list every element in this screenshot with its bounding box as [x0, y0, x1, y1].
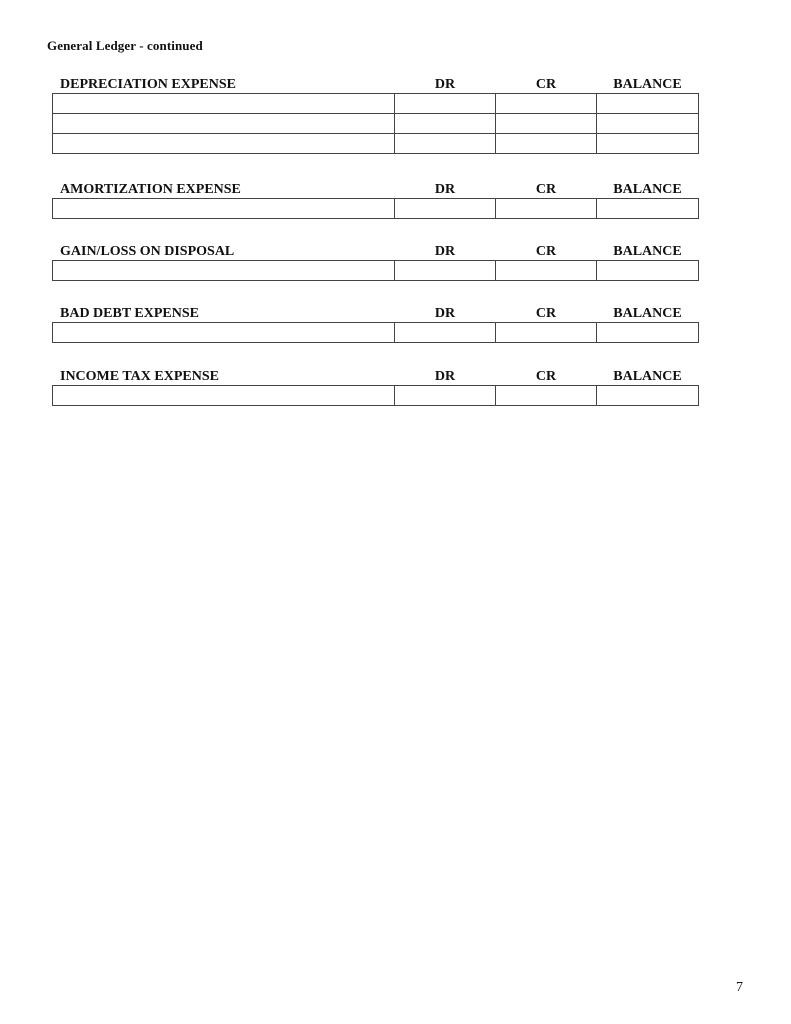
cr-cell[interactable]	[496, 323, 597, 343]
description-cell[interactable]	[53, 199, 395, 219]
balance-cell[interactable]	[597, 199, 699, 219]
ledger-row	[53, 261, 699, 281]
balance-column-header: BALANCE	[613, 369, 682, 384]
dr-cell[interactable]	[395, 94, 496, 114]
description-cell[interactable]	[53, 261, 395, 281]
balance-cell[interactable]	[597, 261, 699, 281]
ledger-header	[52, 76, 698, 93]
account-name: DEPRECIATION EXPENSE	[60, 77, 236, 92]
ledger-row	[53, 114, 699, 134]
ledger-table	[52, 198, 699, 219]
cr-cell[interactable]	[496, 261, 597, 281]
balance-column-header: BALANCE	[613, 244, 682, 259]
description-cell[interactable]	[53, 386, 395, 406]
description-cell[interactable]	[53, 94, 395, 114]
cr-cell[interactable]	[496, 134, 597, 154]
description-cell[interactable]	[53, 134, 395, 154]
cr-column-header: CR	[535, 306, 557, 321]
dr-column-header: DR	[434, 77, 456, 92]
page-number: 7	[736, 980, 743, 995]
ledger-amortization-expense	[52, 181, 698, 219]
ledger-bad-debt-expense	[52, 305, 698, 343]
page-title: General Ledger - continued	[47, 38, 203, 53]
ledger-table	[52, 93, 699, 154]
ledger-header	[52, 181, 698, 198]
ledger-row	[53, 323, 699, 343]
balance-cell[interactable]	[597, 94, 699, 114]
account-name: INCOME TAX EXPENSE	[60, 369, 219, 384]
dr-cell[interactable]	[395, 199, 496, 219]
ledger-table	[52, 322, 699, 343]
cr-cell[interactable]	[496, 386, 597, 406]
ledger-table	[52, 385, 699, 406]
dr-column-header: DR	[434, 244, 456, 259]
ledger-header	[52, 368, 698, 385]
balance-cell[interactable]	[597, 114, 699, 134]
dr-column-header: DR	[434, 369, 456, 384]
account-name: GAIN/LOSS ON DISPOSAL	[60, 244, 235, 259]
dr-cell[interactable]	[395, 261, 496, 281]
description-cell[interactable]	[53, 114, 395, 134]
cr-cell[interactable]	[496, 114, 597, 134]
ledger-table	[52, 260, 699, 281]
ledger-row	[53, 199, 699, 219]
dr-cell[interactable]	[395, 386, 496, 406]
ledger-income-tax-expense	[52, 368, 698, 406]
dr-cell[interactable]	[395, 114, 496, 134]
account-name: BAD DEBT EXPENSE	[60, 306, 200, 321]
balance-cell[interactable]	[597, 386, 699, 406]
dr-column-header: DR	[434, 306, 456, 321]
balance-column-header: BALANCE	[613, 77, 682, 92]
ledger-header	[52, 305, 698, 322]
cr-column-header: CR	[535, 182, 557, 197]
cr-column-header: CR	[535, 77, 557, 92]
balance-cell[interactable]	[597, 134, 699, 154]
ledger-row	[53, 386, 699, 406]
dr-cell[interactable]	[395, 134, 496, 154]
balance-cell[interactable]	[597, 323, 699, 343]
ledger-depreciation-expense	[52, 76, 698, 154]
ledger-gain-loss-on-disposal	[52, 243, 698, 281]
dr-column-header: DR	[434, 182, 456, 197]
cr-cell[interactable]	[496, 199, 597, 219]
balance-column-header: BALANCE	[613, 182, 682, 197]
cr-column-header: CR	[535, 369, 557, 384]
cr-column-header: CR	[535, 244, 557, 259]
dr-cell[interactable]	[395, 323, 496, 343]
balance-column-header: BALANCE	[613, 306, 682, 321]
account-name: AMORTIZATION EXPENSE	[60, 182, 241, 197]
ledger-row	[53, 94, 699, 114]
ledger-row	[53, 134, 699, 154]
cr-cell[interactable]	[496, 94, 597, 114]
description-cell[interactable]	[53, 323, 395, 343]
ledger-header	[52, 243, 698, 260]
